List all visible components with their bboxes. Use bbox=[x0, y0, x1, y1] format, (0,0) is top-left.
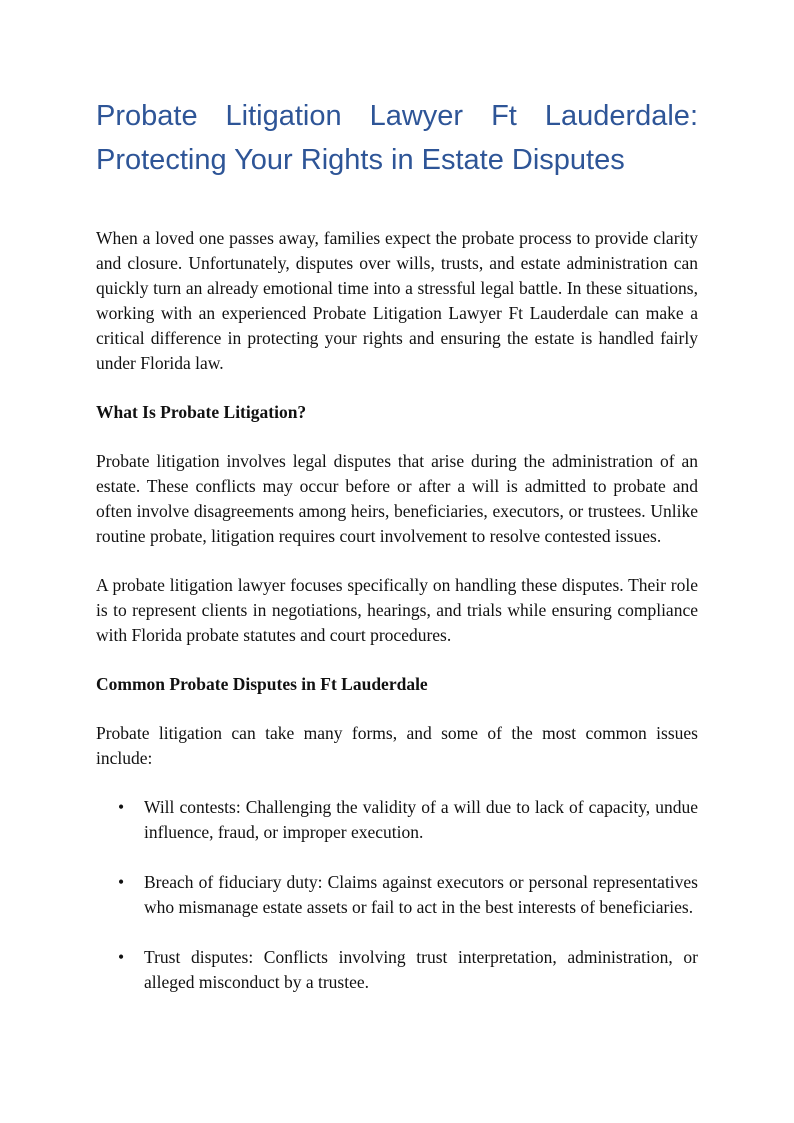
title-line-1: Probate Litigation Lawyer Ft Lauderdale: bbox=[96, 100, 698, 132]
bullet-icon: • bbox=[118, 797, 125, 817]
list-item bbox=[96, 795, 698, 845]
document-page bbox=[96, 94, 698, 995]
section-heading-what-is: What Is Probate Litigation? bbox=[96, 402, 307, 422]
list-item-text: Will contests: Challenging the validity of a will due to lack of capacity, undue influence, fraud, or improper execution. bbox=[144, 797, 698, 842]
list-item-text: Breach of fiduciary duty: Claims against executors or personal representatives who mismanage estate assets or fail to act in the best interests of beneficiaries. bbox=[144, 872, 698, 917]
bullet-icon: • bbox=[118, 947, 125, 967]
disputes-list bbox=[96, 795, 698, 995]
list-item bbox=[96, 945, 698, 995]
section2-intro-paragraph: Probate litigation can take many forms, and some of the most common issues include: bbox=[96, 723, 698, 768]
list-item-text: Trust disputes: Conflicts involving trust interpretation, administration, or alleged misconduct by a trustee. bbox=[144, 947, 698, 992]
section1-paragraph-1: Probate litigation involves legal disputes that arise during the administration of an estate. These conflicts may occur before or after a will is admitted to probate and often involve disagreements among heirs, beneficiaries, executors, or trustees. Unlike routine probate, litigation requires court involvement to resolve contested issues. bbox=[96, 451, 698, 546]
intro-paragraph: When a loved one passes away, families expect the probate process to provide clarity and closure. Unfortunately, disputes over wills, trusts, and estate administration can quickly turn an already emotional time into a stressful legal battle. In these situations, working with an experienced Probate Litigation Lawyer Ft Lauderdale can make a critical difference in protecting your rights and ensuring the estate is handled fairly under Florida law. bbox=[96, 228, 698, 373]
page-title bbox=[96, 94, 698, 182]
section-heading-common-disputes: Common Probate Disputes in Ft Lauderdale bbox=[96, 674, 428, 694]
list-item bbox=[96, 870, 698, 920]
title-line-2: Protecting Your Rights in Estate Disputes bbox=[96, 144, 625, 176]
bullet-icon: • bbox=[118, 872, 125, 892]
section1-paragraph-2: A probate litigation lawyer focuses specifically on handling these disputes. Their role is to represent clients in negotiations, hearings, and trials while ensuring compliance with Florida probate statutes and court procedures. bbox=[96, 575, 698, 645]
